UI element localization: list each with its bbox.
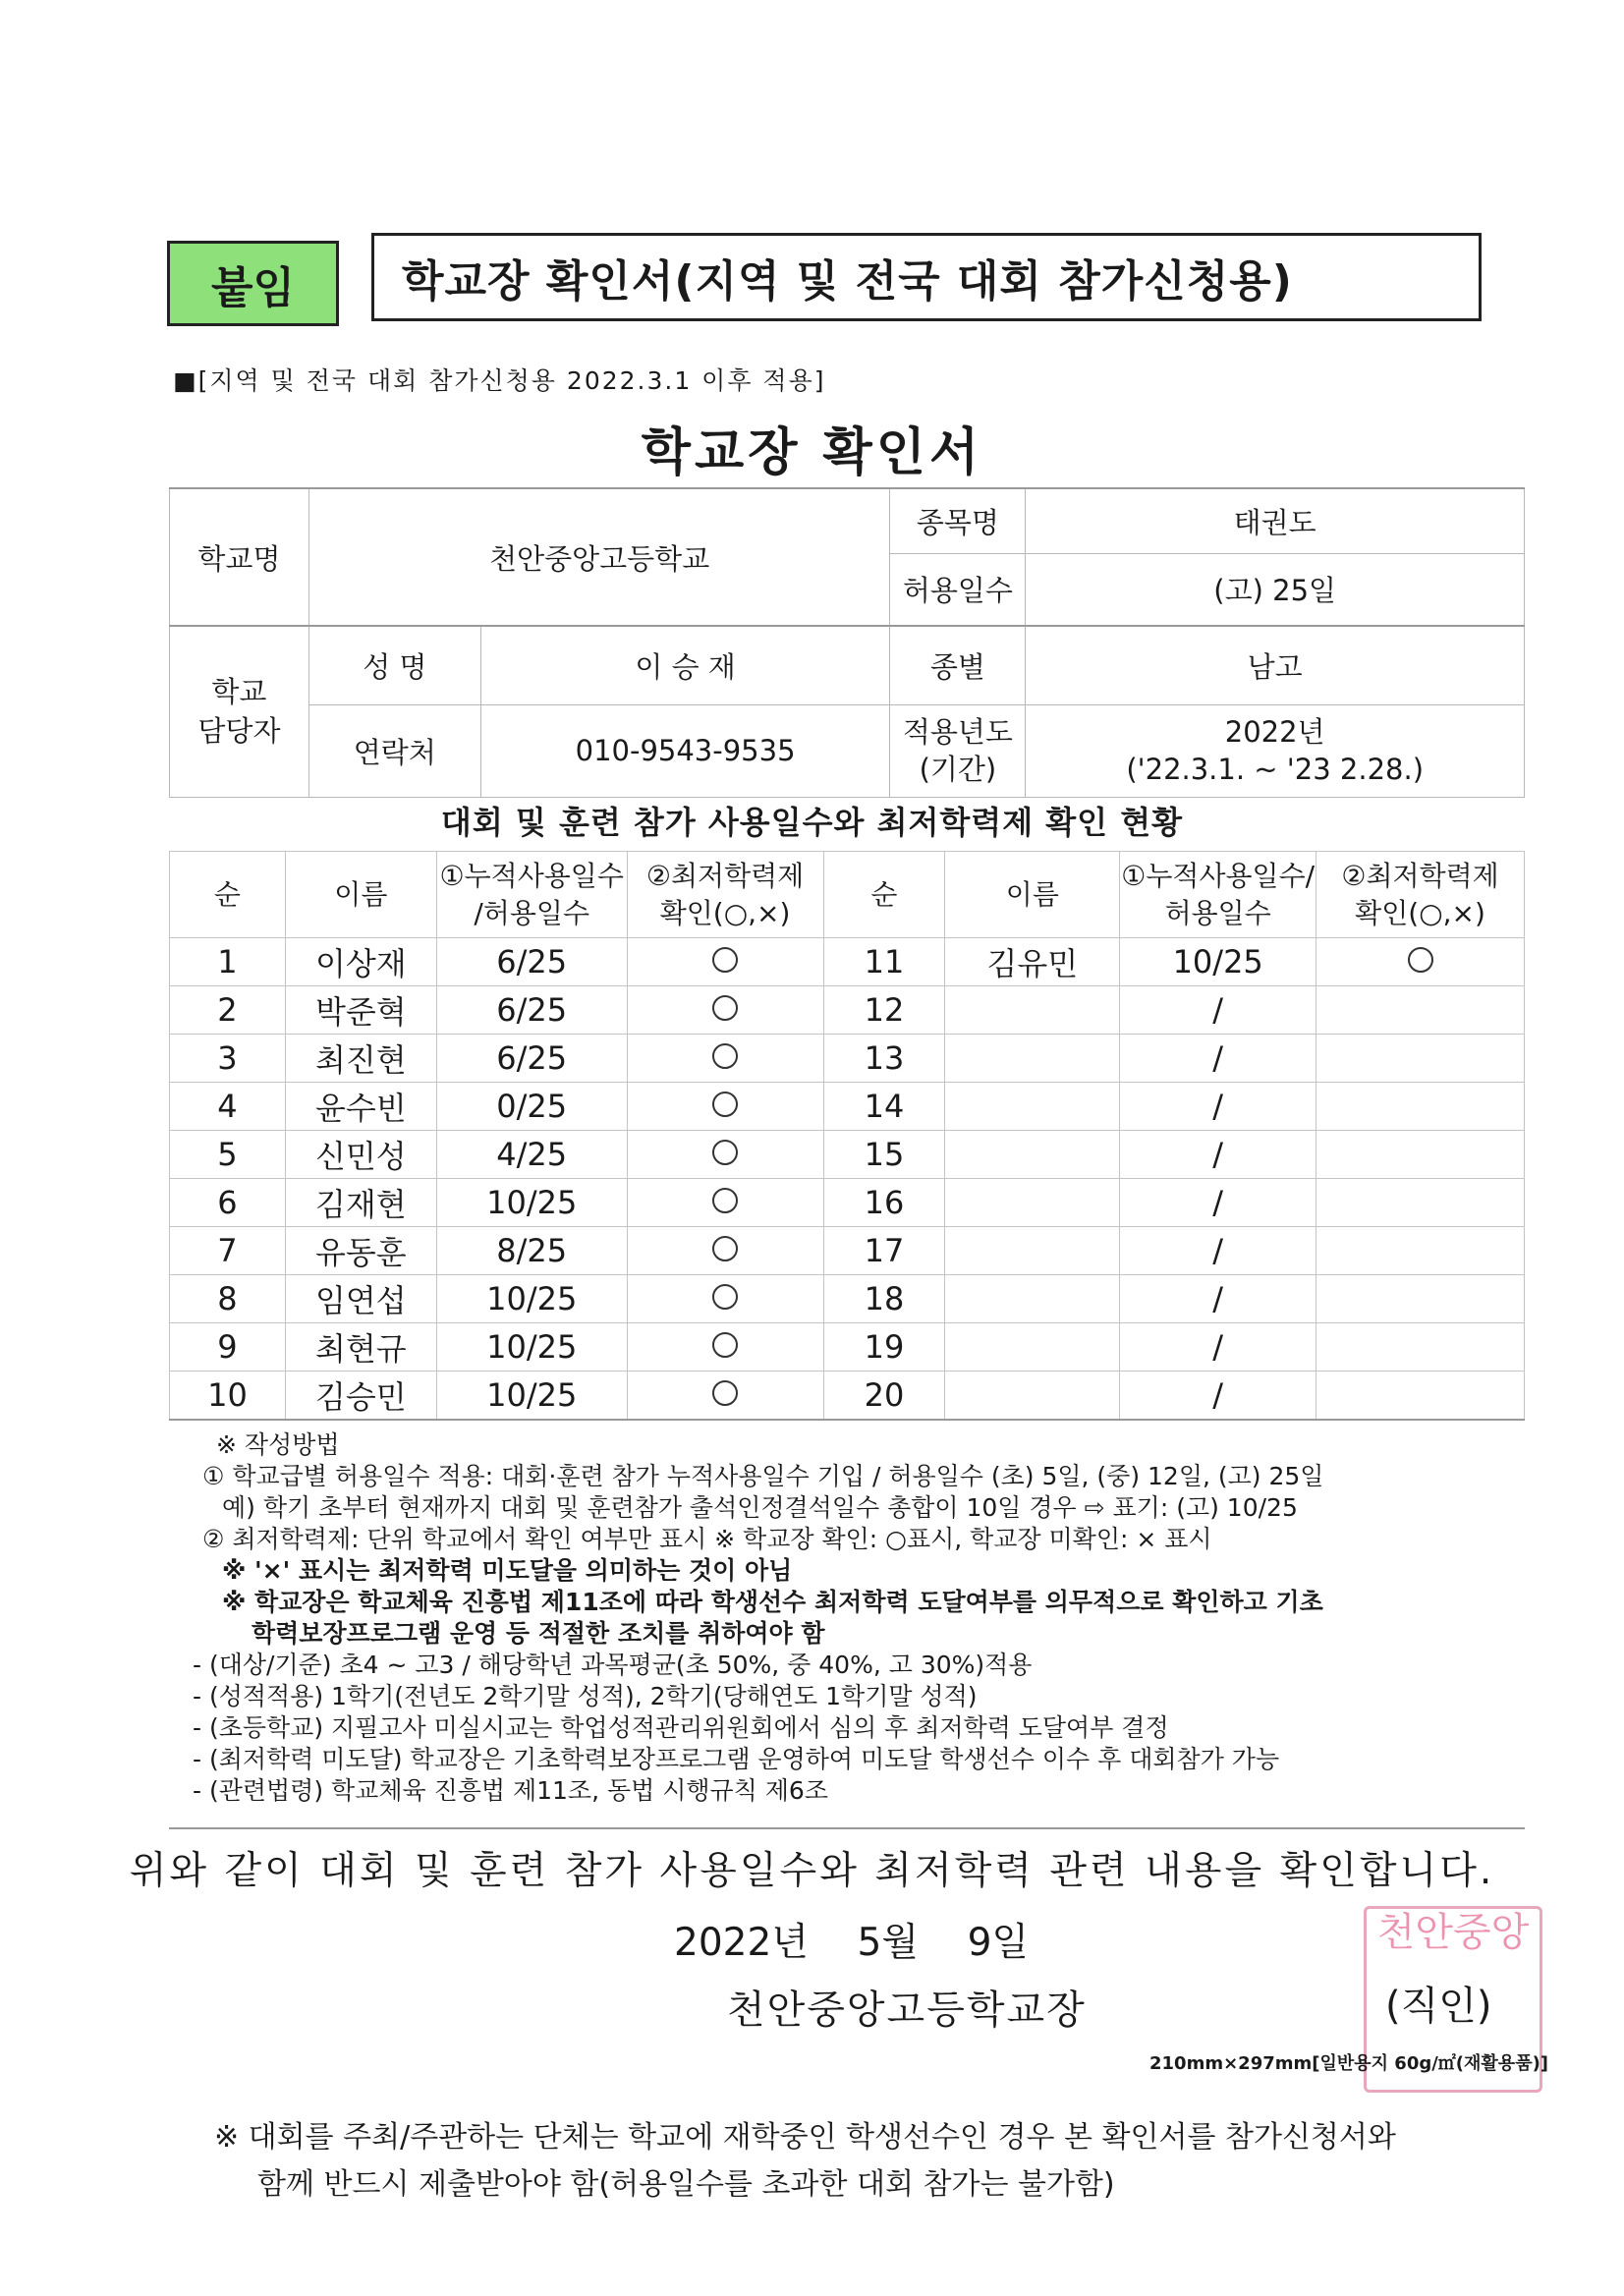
academic-check bbox=[627, 1083, 823, 1131]
circle-mark-icon bbox=[712, 1092, 738, 1117]
athlete-name: 김재현 bbox=[285, 1179, 436, 1227]
instruction-3: ※ '×' 표시는 최저학력 미도달을 의미하는 것이 아님 bbox=[222, 1556, 793, 1585]
athlete-name: 임연섭 bbox=[285, 1275, 436, 1323]
col-name: 이름 bbox=[945, 852, 1120, 938]
table-row bbox=[170, 1227, 1525, 1275]
period-label: 적용년도 (기간) bbox=[890, 704, 1026, 797]
circle-mark-icon bbox=[712, 1043, 738, 1069]
athlete-name bbox=[945, 1227, 1120, 1275]
athlete-name: 신민성 bbox=[285, 1131, 436, 1179]
school-info-table bbox=[169, 487, 1525, 798]
division-label: 종별 bbox=[890, 626, 1026, 704]
apply-note: ■[지역 및 전국 대회 참가신청용 2022.3.1 이후 적용] bbox=[173, 366, 826, 395]
contact-name-label: 성 명 bbox=[308, 626, 480, 704]
used-days: 6/25 bbox=[436, 986, 627, 1035]
used-days: 6/25 bbox=[436, 1035, 627, 1083]
used-days: / bbox=[1120, 986, 1316, 1035]
circle-mark-icon bbox=[712, 947, 738, 973]
used-days: 10/25 bbox=[436, 1179, 627, 1227]
used-days: / bbox=[1120, 1035, 1316, 1083]
circle-mark-icon bbox=[712, 1236, 738, 1261]
table-row bbox=[170, 1083, 1525, 1131]
academic-check bbox=[627, 1179, 823, 1227]
athlete-name bbox=[945, 1275, 1120, 1323]
used-days: / bbox=[1120, 1083, 1316, 1131]
used-days: 10/25 bbox=[1120, 938, 1316, 986]
divider bbox=[169, 1827, 1525, 1829]
athlete-name: 최현규 bbox=[285, 1323, 436, 1372]
row-no: 11 bbox=[823, 938, 945, 986]
instruction-2: ② 최저학력제: 단위 학교에서 확인 여부만 표시 ※ 학교장 확인: ○표시, 학교장 미확인: × 표시 bbox=[202, 1525, 1212, 1553]
athlete-name bbox=[945, 1035, 1120, 1083]
writing-instructions bbox=[193, 1429, 1519, 1807]
division-value: 남고 bbox=[1026, 626, 1525, 704]
table-row bbox=[170, 1131, 1525, 1179]
roster-section-title: 대회 및 훈련 참가 사용일수와 최저학력제 확인 현황 bbox=[440, 804, 1184, 841]
sport-value: 태권도 bbox=[1026, 488, 1525, 553]
row-no: 16 bbox=[823, 1179, 945, 1227]
circle-mark-icon bbox=[712, 995, 738, 1021]
academic-check bbox=[1316, 1275, 1525, 1323]
used-days: 10/25 bbox=[436, 1372, 627, 1421]
detail-3: - (초등학교) 지필고사 미실시교는 학업성적관리위원회에서 심의 후 최저학력 도달여부 결정 bbox=[193, 1713, 1169, 1742]
submission-footnote bbox=[214, 2114, 1550, 2209]
detail-1: - (대상/기준) 초4 ~ 고3 / 해당학년 과목평균(초 50%, 중 40%, 고 30%)적용 bbox=[193, 1651, 1033, 1679]
row-no: 10 bbox=[170, 1372, 286, 1421]
paper-spec: 210mm×297mm[일반용지 60g/㎡(재활용품)] bbox=[1149, 2053, 1549, 2074]
form-title: 학교장 확인서 bbox=[641, 423, 983, 482]
row-no: 12 bbox=[823, 986, 945, 1035]
col-no: 순 bbox=[170, 852, 286, 938]
table-row bbox=[170, 1035, 1525, 1083]
col-used-days: ①누적사용일수 /허용일수 bbox=[436, 852, 627, 938]
row-no: 18 bbox=[823, 1275, 945, 1323]
contact-label: 학교 담당자 bbox=[170, 626, 309, 797]
used-days: 8/25 bbox=[436, 1227, 627, 1275]
used-days: 10/25 bbox=[436, 1275, 627, 1323]
academic-check bbox=[627, 1323, 823, 1372]
circle-mark-icon bbox=[712, 1332, 738, 1358]
athlete-name bbox=[945, 1083, 1120, 1131]
academic-check bbox=[1316, 1131, 1525, 1179]
athlete-name: 최진현 bbox=[285, 1035, 436, 1083]
used-days: / bbox=[1120, 1372, 1316, 1421]
table-row bbox=[170, 1372, 1525, 1421]
col-academic-check: ②최저학력제 확인(○,×) bbox=[1316, 852, 1525, 938]
row-no: 6 bbox=[170, 1179, 286, 1227]
athlete-name bbox=[945, 1323, 1120, 1372]
principal-title: 천안중앙고등학교장 bbox=[727, 1988, 1087, 2033]
instructions-heading: ※ 작성방법 bbox=[216, 1430, 340, 1459]
instruction-4: ※ 학교장은 학교체육 진흥법 제11조에 따라 학생선수 최저학력 도달여부를 의무적으로 확인하고 기초 bbox=[222, 1588, 1323, 1616]
academic-check bbox=[627, 1035, 823, 1083]
row-no: 3 bbox=[170, 1035, 286, 1083]
academic-check bbox=[627, 1227, 823, 1275]
athlete-name: 이상재 bbox=[285, 938, 436, 986]
academic-check bbox=[1316, 938, 1525, 986]
athlete-name: 김유민 bbox=[945, 938, 1120, 986]
instruction-4-cont: 학력보장프로그램 운영 등 적절한 조치를 취하여야 함 bbox=[252, 1619, 825, 1648]
circle-mark-icon bbox=[712, 1140, 738, 1165]
academic-check bbox=[627, 1275, 823, 1323]
row-no: 17 bbox=[823, 1227, 945, 1275]
academic-check bbox=[627, 938, 823, 986]
table-row bbox=[170, 1179, 1525, 1227]
academic-check bbox=[627, 1131, 823, 1179]
school-name-value: 천안중앙고등학교 bbox=[308, 488, 890, 626]
seal-label: (직인) bbox=[1385, 1984, 1492, 2029]
allowed-days-label: 허용일수 bbox=[890, 553, 1026, 626]
document-title: 학교장 확인서(지역 및 전국 대회 참가신청용) bbox=[371, 233, 1482, 321]
used-days: / bbox=[1120, 1131, 1316, 1179]
used-days: 10/25 bbox=[436, 1323, 627, 1372]
used-days: / bbox=[1120, 1275, 1316, 1323]
academic-check bbox=[1316, 1179, 1525, 1227]
col-used-days: ①누적사용일수/ 허용일수 bbox=[1120, 852, 1316, 938]
academic-check bbox=[1316, 1227, 1525, 1275]
circle-mark-icon bbox=[1408, 947, 1433, 973]
contact-phone-value: 010-9543-9535 bbox=[480, 704, 890, 797]
academic-check bbox=[1316, 986, 1525, 1035]
athlete-name bbox=[945, 1372, 1120, 1421]
col-academic-check: ②최저학력제 확인(○,×) bbox=[627, 852, 823, 938]
used-days: / bbox=[1120, 1227, 1316, 1275]
instruction-1-example: 예) 학기 초부터 현재까지 대회 및 훈련참가 출석인정결석일수 총합이 10일 경우 ⇨ 표기: (고) 10/25 bbox=[222, 1493, 1298, 1522]
athlete-name: 윤수빈 bbox=[285, 1083, 436, 1131]
period-value: 2022년 ('22.3.1. ~ '23 2.28.) bbox=[1026, 704, 1525, 797]
contact-name-value: 이 승 재 bbox=[480, 626, 890, 704]
academic-check bbox=[1316, 1083, 1525, 1131]
table-row bbox=[170, 938, 1525, 986]
academic-check bbox=[1316, 1372, 1525, 1421]
col-no: 순 bbox=[823, 852, 945, 938]
detail-2: - (성적적용) 1학기(전년도 2학기말 성적), 2학기(당해연도 1학기말 성적) bbox=[193, 1682, 978, 1710]
row-no: 20 bbox=[823, 1372, 945, 1421]
athlete-name: 박준혁 bbox=[285, 986, 436, 1035]
academic-check bbox=[627, 986, 823, 1035]
used-days: 0/25 bbox=[436, 1083, 627, 1131]
row-no: 9 bbox=[170, 1323, 286, 1372]
footnote-line-2: 함께 반드시 제출받아야 함(허용일수를 초과한 대회 참가는 불가함) bbox=[257, 2167, 1115, 2202]
footnote-line-1: ※ 대회를 주최/주관하는 단체는 학교에 재학중인 학생선수인 경우 본 확인서를 참가신청서와 bbox=[214, 2120, 1396, 2155]
row-no: 7 bbox=[170, 1227, 286, 1275]
confirmation-statement: 위와 같이 대회 및 훈련 참가 사용일수와 최저학력 관련 내용을 확인합니다. bbox=[129, 1849, 1495, 1893]
row-no: 19 bbox=[823, 1323, 945, 1372]
row-no: 1 bbox=[170, 938, 286, 986]
signature-date: 2022년 5월 9일 bbox=[674, 1921, 1030, 1965]
athlete-name: 김승민 bbox=[285, 1372, 436, 1421]
instruction-1: ① 학교급별 허용일수 적용: 대회·훈련 참가 누적사용일수 기입 / 허용일수 (초) 5일, (중) 12일, (고) 25일 bbox=[202, 1462, 1324, 1490]
table-row bbox=[170, 1275, 1525, 1323]
circle-mark-icon bbox=[712, 1188, 738, 1213]
used-days: 6/25 bbox=[436, 938, 627, 986]
row-no: 13 bbox=[823, 1035, 945, 1083]
attachment-badge: 붙임 bbox=[167, 241, 339, 326]
academic-check bbox=[1316, 1035, 1525, 1083]
athlete-name: 유동훈 bbox=[285, 1227, 436, 1275]
row-no: 14 bbox=[823, 1083, 945, 1131]
circle-mark-icon bbox=[712, 1380, 738, 1406]
table-row bbox=[170, 986, 1525, 1035]
academic-check bbox=[1316, 1323, 1525, 1372]
allowed-days-value: (고) 25일 bbox=[1026, 553, 1525, 626]
used-days: / bbox=[1120, 1179, 1316, 1227]
row-no: 2 bbox=[170, 986, 286, 1035]
row-no: 5 bbox=[170, 1131, 286, 1179]
detail-4: - (최저학력 미도달) 학교장은 기초학력보장프로그램 운영하여 미도달 학생선수 이수 후 대회참가 가능 bbox=[193, 1745, 1280, 1773]
col-name: 이름 bbox=[285, 852, 436, 938]
table-row bbox=[170, 1323, 1525, 1372]
contact-phone-label: 연락처 bbox=[308, 704, 480, 797]
row-no: 4 bbox=[170, 1083, 286, 1131]
sport-label: 종목명 bbox=[890, 488, 1026, 553]
circle-mark-icon bbox=[712, 1284, 738, 1310]
row-no: 15 bbox=[823, 1131, 945, 1179]
used-days: 4/25 bbox=[436, 1131, 627, 1179]
school-name-label: 학교명 bbox=[170, 488, 309, 626]
athlete-name bbox=[945, 1179, 1120, 1227]
athlete-name bbox=[945, 986, 1120, 1035]
athlete-name bbox=[945, 1131, 1120, 1179]
used-days: / bbox=[1120, 1323, 1316, 1372]
athlete-roster-table bbox=[169, 851, 1525, 1421]
detail-5: - (관련법령) 학교체육 진흥법 제11조, 동법 시행규칙 제6조 bbox=[193, 1776, 828, 1805]
seal-text: 천안중앙 bbox=[1376, 1910, 1530, 1955]
row-no: 8 bbox=[170, 1275, 286, 1323]
academic-check bbox=[627, 1372, 823, 1421]
